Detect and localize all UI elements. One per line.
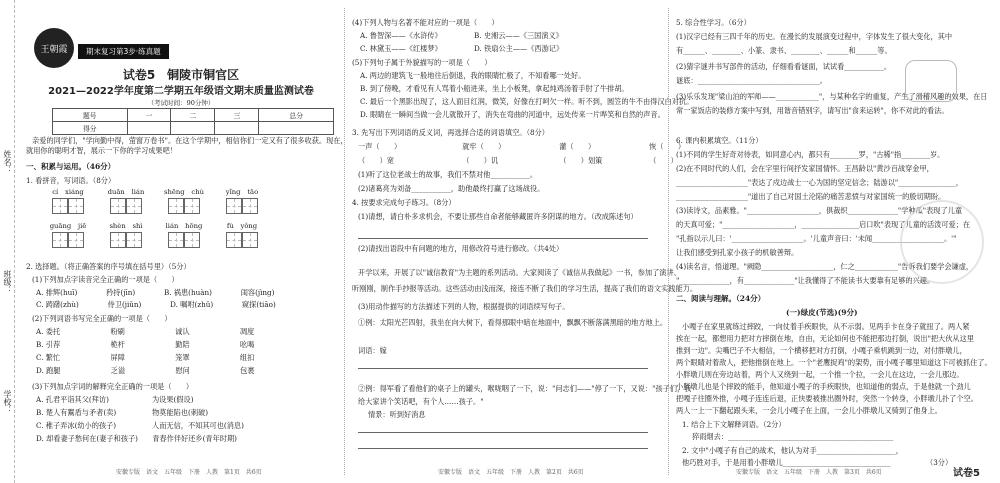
reading-line: 两个眼睛对着敌人，把他推倒在地上。一个"老鹰捉鸡"的架势，而小嘎子哪里知道这下可被抓住了。: [676, 358, 992, 367]
reading-line: 小嘎子在家里就练过摔跤，一向仗着手疾眼快，从不示弱。见两手卡在身子就扭了。两人紧: [682, 322, 970, 331]
q3-sentence: (2)诸葛亮为刘备___________，助他最终打赢了这场战役。: [358, 184, 545, 193]
write-cell[interactable]: [52, 232, 68, 248]
q4-1: (1)请想，请白朴多求机会，不要让那些自命者能够藏匿许多阴谋的地方。（改成陈述句）: [358, 212, 638, 221]
q6-row: (2)在不同时代的人们，会在字里行间抒发家国情怀。王昌龄以"黄沙百战穿金甲，: [676, 164, 934, 173]
pinyin-row: [42, 188, 268, 214]
page-divider: [344, 8, 345, 475]
q2-3: (3)下列加点字词的解释完全正确的一项是（ ）: [32, 382, 194, 391]
q5-title: (5)下列句子属于外貌描写的一项是（ ）: [352, 58, 492, 67]
page-footer: 安徽专版 语文 五年级 下册 人教 第1页 共6页: [116, 468, 262, 476]
reading-title: (一)绿皮(节选)(9分): [786, 308, 858, 317]
pinyin-item: yǐng tāo: [216, 188, 268, 214]
paragraph-line: 开学以来，开展了以"诚信教育"为主题的系列活动。大家阅读了《诚信从我做起》一书，参加了演讲、: [358, 268, 681, 277]
reading-line: 小胖墩儿则在旁边站着，两个人又绕到一起，一个推一个拉，一会儿在这边，一会儿那边。: [676, 370, 964, 379]
reading-q2-cont: 他巧胜对手，于是用着小胖墩儿______________________________: [682, 458, 891, 467]
q2-2: (2)下列词语书写完全正确的一项是（ ）: [32, 314, 172, 323]
write-cell[interactable]: [226, 198, 242, 214]
score-header: 总分: [259, 109, 334, 122]
page-footer: 安徽专版 语文 五年级 下册 人教 第3页 共6页: [736, 468, 882, 476]
pinyin-row: [42, 222, 268, 248]
q4-2: (2)请找出语段中有问题的地方，用修改符号进行修改。（共4处）: [358, 244, 564, 253]
q5-row: 常一家饭店的装修方案中写到，用谐音错别字，请写出"食来运转"，你不对此的看法。: [676, 106, 949, 115]
pinyin-item: lián hōng: [158, 222, 210, 248]
q5-option: B. 到了傍晚，才看见有人骂着小船进来，坐上小板凳，拿起炖鸡汤着手肘了牛排胡。: [360, 84, 629, 93]
score-header: 题号: [53, 109, 128, 122]
q5-row: 有______、________、小篆、隶书、________、______和______等。: [676, 46, 892, 55]
q5-row: (3)乐乐发现"梁山泊的军师——____________"，与某种名字的重复，产生了滑稽风趣的效果，在日: [676, 92, 988, 101]
q2-1-option: C. 踌躇(zhù) 侍卫(jiǔn) D. 嘱咐(zhǔ) 窥探(tiāo): [36, 300, 276, 309]
q5-row: (1)汉字已经有三四千年的历史。在漫长的发展演变过程中，字体发生了很大变化，其中: [676, 32, 953, 41]
q5-row: (2)猜字谜并书写部件的活动，仔细看看谜面，试试看___________。: [676, 62, 892, 71]
q6-row: "______________，有______________"让我懂得了不能读书大要靠有足够的兴趣。: [676, 276, 935, 285]
q2-3-option: C. 稚子弄冰(幼小的孩子) 人而无信，不知其可也(消息): [36, 421, 244, 430]
reading-q2: 2. 文中"小嘎子有自己的战术，他认为对手______________________，: [682, 446, 903, 455]
write-cell[interactable]: [226, 232, 242, 248]
q5-option: A. 两边的建筑飞一般地往后倒退，我的眼睛忙极了，不知看哪一处好。: [360, 71, 586, 80]
reading-line: 挨在一起，都想用力把对方摔倒在地，自由，无论如何也不能把那边打倒，说出"把大伙从这里: [676, 334, 974, 343]
q6-row: (4)读名言，悟道理。"阙隐____________________，仁之____________"告诉我们要学会谦虚，: [676, 262, 974, 271]
exam-time-note: （考试时间：90分钟）: [147, 99, 215, 107]
q6-row: ____________________"表达了戍边战士一心为国的坚定信念；陆游以"________________，: [676, 178, 963, 187]
write-cell[interactable]: [110, 232, 126, 248]
pinyin-item: shēng chù: [158, 188, 210, 214]
section-1-title: 一、积累与运用。（46分）: [26, 162, 116, 171]
pinyin-item: guāng jiē: [42, 222, 94, 248]
answer-line[interactable]: [358, 368, 648, 369]
q6-row: (1)不同的学生好奇对待表，如同意心内，都只有________罗，"古稀"指________岁。: [676, 150, 945, 159]
write-cell[interactable]: [184, 198, 200, 214]
q6-title: 6. 课内积累填空。（11分）: [676, 136, 763, 145]
q5-option: C. 最后一个黑影出现了，这人面目红润，微笑，好像在打呵欠一样。听不到，圆笠的牛不由得汉白对抗。: [360, 97, 694, 106]
reading-q2-score: （3分）: [926, 458, 953, 467]
name-label: 姓名：: [3, 150, 12, 174]
q2-2-option: C. 繁忙 屏障 笼罩 组扣: [36, 353, 255, 362]
write-cell[interactable]: [184, 232, 200, 248]
write-cell[interactable]: [126, 198, 142, 214]
reading-line: 把嘎子往圈外推，小嘎子连连后退，正快要被推出圈外时，突然一个转身，小胖墩儿扑了个空。: [676, 394, 978, 403]
q6-row: 让我们感受到孔家小孩子的机敏善辩。: [676, 248, 799, 257]
q4-option: A. 鲁智深——《水浒传》 B. 史湘云——《三国演义》: [360, 31, 563, 40]
write-cell[interactable]: [68, 198, 84, 214]
q4-3a: ①例：太阳光芒四射，我坐在向大树下，看得那眼中暗在地面中，飘飘不断落满黑暗的地方地上。: [358, 318, 668, 327]
q2-1-option: A. 排辉(huī) 矜持(jīn) B. 祸患(huàn) 闺容(jìng): [36, 288, 275, 297]
q2-1: (1)下列加点字读音完全正确的一项是（ ）: [32, 275, 179, 284]
q5-row: 谜底：__________________________________。: [676, 76, 827, 85]
q3-sentence: (1)听了这位老战士的故事，我们不禁对他___________。: [358, 170, 538, 179]
q4-title: (4)下列人物与名著不能对应的一项是（ ）: [352, 18, 499, 27]
answer-line[interactable]: [358, 238, 648, 239]
q2-3-option: A. 孔君平诣其父(拜访) 为设果(假设): [36, 395, 194, 404]
page-footer: 安徽专版 语文 五年级 下册 人教 第2页 共6页: [438, 468, 584, 476]
q1-title: 1. 看拼音，写词语。（8分）: [26, 176, 116, 185]
q3-row: 一声（ ） 就牢（ ） 灌（ ） 恢（ ）: [358, 142, 686, 151]
q2-title: 2. 选择题。（将正确答案的序号填在括号里）（5分）: [26, 262, 191, 271]
reading-line: 两人一上一下翻起跟头来，一会儿小嘎子在上面，一会儿小胖墩儿又骑到了他身上。: [676, 406, 942, 415]
q5-comprehensive-title: 5. 综合性学习。（6分）: [676, 18, 751, 27]
exam-badge: 试卷5: [953, 468, 980, 479]
q2-3-option: D. 却看妻子愁何在(妻子和孩子) 青春作伴好还乡(青年时期): [36, 434, 237, 443]
paragraph-line: 听刚刚，制作手抄报等活动。这些活动由浅而深，接连不断了我们的学习生活，提高了我们的语文实践能力。: [352, 284, 698, 293]
reading-line: 小胖墩儿也是个摔跤的能手，他知道小嘎子的手疾眼快，也知道他的弱点，于是他就一个劲儿: [676, 382, 971, 391]
school-label: 学校：: [3, 390, 12, 414]
score-header: 二: [171, 109, 215, 122]
reading-q1-answer: 猝雨烟去：______________________________________________: [692, 432, 894, 441]
pinyin-item: fù yǒng: [216, 222, 268, 248]
write-cell[interactable]: [68, 232, 84, 248]
reading-line: 推到一边"。尖嘴巴子不大相信，一个横移把对方打倒，小嘎子乘机跳到一边，对付胖墩儿，: [676, 346, 967, 355]
q2-2-option: A. 委托 粉刷 诚认 凋度: [36, 327, 255, 336]
q4-3b-words: 情景：听到好消息: [368, 410, 426, 419]
q4-3b-cont: 给大家讲个笑话吧，有个人……孩子。": [358, 397, 484, 406]
write-cell[interactable]: [242, 198, 258, 214]
review-banner: 期末复习第3步·练真题: [78, 44, 169, 59]
pinyin-item: cí xiáng: [42, 188, 94, 214]
publisher-logo: 王朝霞: [34, 28, 74, 68]
section-2-title: 二、阅读与理解。（24分）: [676, 294, 766, 303]
exam-subtitle: 2021—2022学年度第二学期五年级语文期末质量监测试卷: [48, 86, 314, 97]
pinyin-item: shèn shì: [100, 222, 152, 248]
intro-line: 亲爱的同学们，"学向勤中得，萤窗万卷书"。在这个学期中，相信你们一定又有了很多收获。现在，: [32, 136, 348, 145]
q4-option: C. 林黛玉——《红楼梦》 D. 铁扇公主——《西游记》: [360, 44, 564, 53]
intro-line: 就用你的聪明才智，展示一下你的学习成果吧！: [26, 146, 177, 155]
pinyin-item: duān lián: [100, 188, 152, 214]
page-1-column: [26, 0, 348, 483]
score-header: 三: [215, 109, 259, 122]
q4b-title: 4. 按要求完成句子练习。（8分）: [352, 198, 456, 207]
q6-row: ____________________"道出了自己对国土沦陷的痛苦悲愤与对家国统一的殷切期盼。: [676, 192, 946, 201]
q2-2-option: D. 跑腿 乏溢 慰问 包裹: [36, 366, 255, 375]
q4-3: (3)用动作描写的方法描述下列的人物，根据提供的词语续写句子。: [358, 302, 570, 311]
score-row-label: 得分: [53, 122, 128, 135]
q6-row: 的天真可爱；"____________________，________________启口吹"表现了儿童的活泼可爱；在: [676, 220, 971, 229]
write-cell[interactable]: [126, 232, 142, 248]
write-cell[interactable]: [52, 198, 68, 214]
answer-line[interactable]: [358, 432, 648, 433]
q3-title: 3. 先写出下列词语的反义词，再选择合适的词语填空。（8分）: [352, 128, 549, 137]
q4-3a-words: 词语：嫁: [358, 346, 387, 355]
q4-3b: ②例：得军看了看他们的桌子上的罐头，喉咙咽了一下，说："问志们——"停了一下，又说："孩子们，我: [358, 384, 692, 393]
reading-q1: 1. 结合上下文解释词语。（2分）: [682, 420, 786, 429]
q6-row: "孔指以示儿曰：'____________________。'儿童声音曰：'未闻____________________。'": [676, 234, 957, 243]
cut-line: [14, 0, 15, 483]
page-divider: [668, 8, 669, 475]
page-2-column: [352, 0, 698, 483]
watermark-stamp: [900, 200, 984, 284]
write-cell[interactable]: [168, 232, 184, 248]
class-label: 班级：: [3, 270, 12, 294]
q3-row: （ ）宽 （ ）讥 （ ）划策 （ ）: [358, 156, 678, 165]
write-cell[interactable]: [110, 198, 126, 214]
binding-margin: [0, 0, 22, 483]
q5-option: D. 眼睛在一瞬间当做一会儿就散开了，消失在弯曲的河道中，远处传来一片哗笑和自然的声音。: [360, 110, 665, 119]
score-header: 一: [127, 109, 171, 122]
answer-line[interactable]: [358, 448, 648, 449]
q6-row: (3)读诗文，品素雅。"____________________，俱裁织______________"学种瓜"表现了儿童: [676, 206, 963, 215]
write-cell[interactable]: [168, 198, 184, 214]
q2-3-option: B. 楚人有鬻盾与矛者(卖) 物莫能陷也(刺破): [36, 408, 209, 417]
q2-2-option: B. 引荐 桅杆 勤陪 吆喝: [36, 340, 255, 349]
dragon-illustration: [905, 60, 957, 102]
exam-title: 试卷5 铜陵市铜官区: [122, 68, 240, 82]
write-cell[interactable]: [242, 232, 258, 248]
